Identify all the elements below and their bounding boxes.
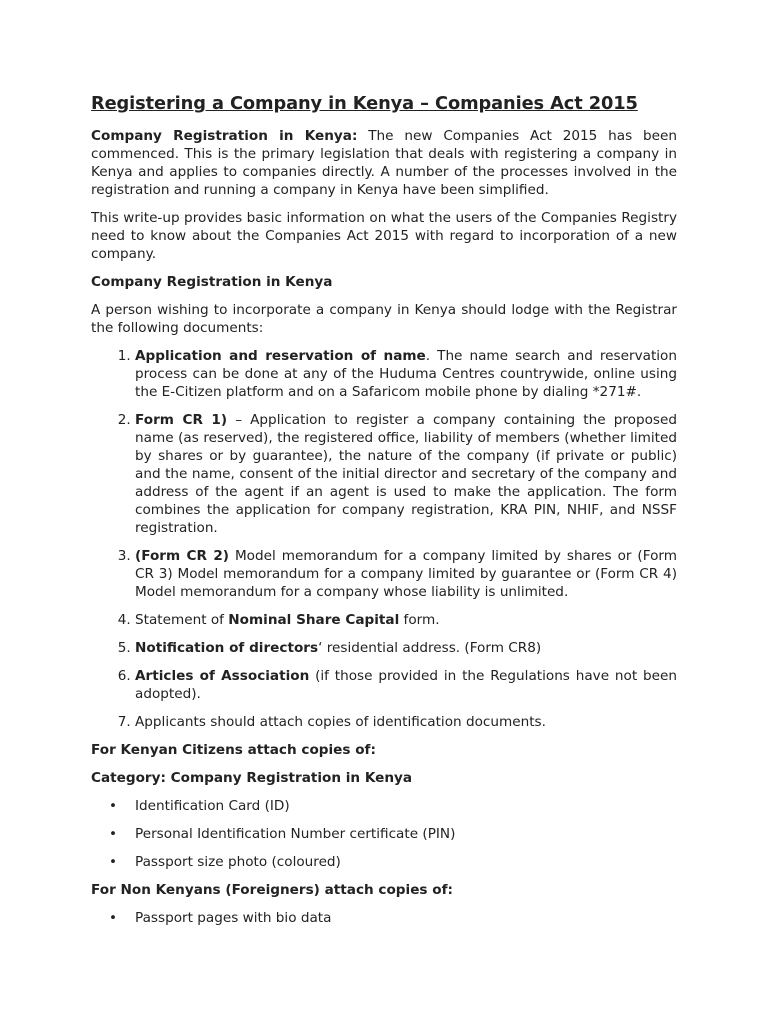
document-item-bold: Nominal Share Capital [228,612,400,628]
document-item-text: (if those provided in the Regulations have not been adopted). [135,668,677,702]
document-item-text: Model memorandum for a company limited by shares or (Form CR 3) Model memorandum for a company limited by guarantee or (Form CR 4) Model memorandum for a company whose liability is unlimited. [135,548,677,600]
list-item-text: Personal Identification Number certificate (PIN) [135,826,456,842]
document-item-bold: (Form CR 2) [135,548,229,564]
list-item [109,825,677,843]
intro-lead: Company Registration in Kenya: [91,128,358,144]
intro-text: The new Companies Act 2015 has been commenced. This is the primary legislation that deals with registering a company in Kenya and applies to companies directly. A number of the processes involved in the registration and running a company in Kenya have been simplified. [91,128,677,198]
bullet-icon: • [109,854,118,870]
document-item-4 [135,611,677,629]
bullet-icon: • [109,910,118,926]
kenyan-heading: For Kenyan Citizens attach copies of: [91,742,376,758]
document-item-2 [135,411,677,537]
document-item-text: ‘ residential address. (Form CR8) [318,640,542,656]
list-item-text: Passport size photo (coloured) [135,854,341,870]
list-item [109,797,677,815]
document-item-bold: Notification of directors [135,640,319,656]
document-item-bold: Articles of Association [135,668,310,684]
list-item-text: Passport pages with bio data [135,910,332,926]
foreign-heading: For Non Kenyans (Foreigners) attach copies of: [91,882,453,898]
list-item-text: Identification Card (ID) [135,798,290,814]
bullet-icon: • [109,798,118,814]
intro-paragraph [91,127,677,199]
document-item-3 [135,547,677,601]
document-item-text: . The name search and reservation process can be done at any of the Huduma Centres countrywide, online using the E-Citizen platform and on a Safaricom mobile phone by dialing *271#. [135,348,677,400]
document-item-5 [135,639,677,657]
document-item-text: – Application to register a company containing the proposed name (as reserved), the registered office, liability of members (whether limited by shares or by guarantee), the nature of the company (if private or public) and the name, consent of the initial director and secretary of the company and address of the agent if an agent is used to make the application. The form combines the application for company registration, KRA PIN, NHIF, and NSSF registration. [135,412,677,536]
section-heading: Company Registration in Kenya [91,274,333,290]
document-item-text: form. [399,612,440,628]
document-item-bold: Form CR 1) [135,412,228,428]
category-heading: Category: Company Registration in Kenya [91,770,413,786]
list-item [109,853,677,871]
lodge-paragraph: A person wishing to incorporate a company in Kenya should lodge with the Registrar the following documents: [91,302,677,336]
document-item-6 [135,667,677,703]
list-item [109,909,677,927]
documents-list [91,347,677,731]
foreign-items-list [91,909,677,927]
bullet-icon: • [109,826,118,842]
document-item-pre: Statement of [135,612,229,628]
document-item-1 [135,347,677,401]
document-title: Registering a Company in Kenya – Companies Act 2015 [91,93,638,114]
kenyan-items-list [91,797,677,871]
writeup-paragraph: This write-up provides basic information on what the users of the Companies Registry need to know about the Companies Act 2015 with regard to incorporation of a new company. [91,210,677,262]
document-item-bold: Application and reservation of name [135,348,426,364]
document-item-7 [135,713,677,731]
document-item-pre: Applicants should attach copies of identification documents. [135,714,546,730]
